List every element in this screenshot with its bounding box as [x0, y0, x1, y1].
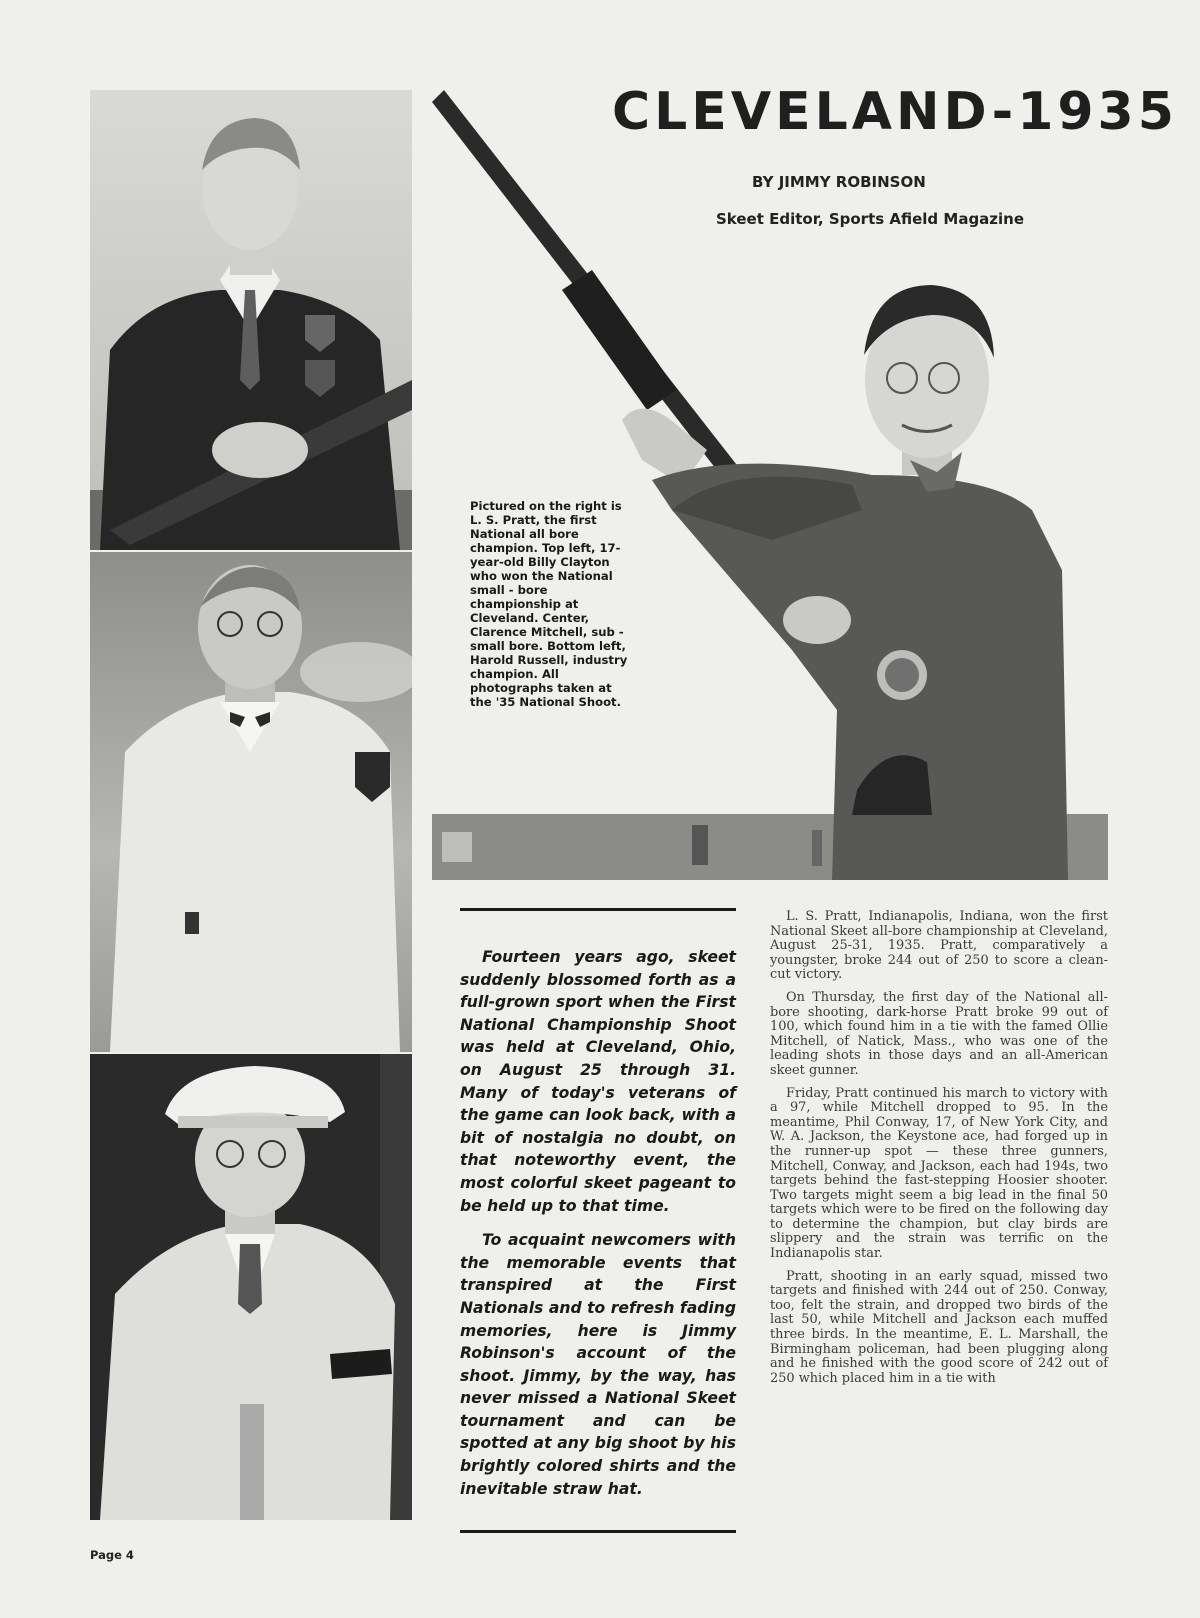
article-body	[770, 910, 1108, 1394]
photo-clarence-mitchell	[90, 552, 412, 1052]
article-title: CLEVELAND-1935	[612, 82, 1178, 142]
body-paragraph: L. S. Pratt, Indianapolis, Indiana, won the first National Skeet all-bore championship at Cleveland, August 25-31, 1935. Pratt, comparatively a youngster, broke 244 out of 250 to score a clean-cut victory.	[770, 909, 1108, 983]
photo-caption: Pictured on the right is L. S. Pratt, the first National all bore champion. Top left, 17-year-old Billy Clayton who won the National small - bore championship at Cleveland. Center, Clarence Mitchell, sub - small bore. Bottom left, Harold Russell, industry champion. All photographs taken at the '35 National Shoot.	[470, 499, 628, 709]
intro-paragraph: Fourteen years ago, skeet suddenly blossomed forth as a full-grown sport when the First National Championship Shoot was held at Cleveland, Ohio, on August 25 through 31. Many of today's veterans of the game can look back, with a bit of nostalgia no doubt, on that noteworthy event, the most colorful skeet pageant to be held up to that time.	[460, 948, 736, 1215]
intro-paragraph: To acquaint newcomers with the memorable events that transpired at the First Nationals and to refresh fading memories, here is Jimmy Robinson's account of the shoot. Jimmy, by the way, has never missed a National Skeet tournament and can be spotted at any big shoot by his brightly colored shirts and the inevitable straw hat.	[460, 1231, 736, 1498]
page-number: Page 4	[90, 1548, 134, 1562]
photo-billy-clayton	[90, 90, 412, 550]
photo-ls-pratt	[432, 90, 1108, 880]
body-paragraph: On Thursday, the first day of the National all-bore shooting, dark-horse Pratt broke 99 out of 100, which found him in a tie with the famed Ollie Mitchell, of Natick, Mass., who was one of the leading shots in those days and an all-American skeet gunner.	[770, 989, 1108, 1078]
photo-harold-russell	[90, 1054, 412, 1520]
body-paragraph: Friday, Pratt continued his march to victory with a 97, while Mitchell dropped to 95. In the meantime, Phil Conway, 17, of New York City, and W. A. Jackson, the Keystone ace, had forged up in the runner-up spot — these three gunners, Mitchell, Conway, and Jackson, each had 194s, two targets behind the fast-stepping Hoosier shooter. Two targets might seem a big lead in the final 50 targets which were to be fired on the following day to determine the champion, but clay birds are slippery and the strain was terrific on the Indianapolis star.	[770, 1085, 1108, 1262]
article-byline: BY JIMMY ROBINSON	[752, 173, 926, 191]
author-role: Skeet Editor, Sports Afield Magazine	[716, 210, 1025, 228]
intro-top-rule	[460, 908, 736, 911]
intro-text	[460, 946, 736, 1512]
body-paragraph: Pratt, shooting in an early squad, missed two targets and finished with 244 out of 250. Conway, too, felt the strain, and dropped two birds of the last 50, while Mitchell and Jackson each muffed three birds. In the meantime, E. L. Marshall, the Birmingham policeman, had been plugging along and he finished with the good score of 242 out of 250 which placed him in a tie with	[770, 1268, 1108, 1386]
intro-bottom-rule	[460, 1530, 736, 1533]
